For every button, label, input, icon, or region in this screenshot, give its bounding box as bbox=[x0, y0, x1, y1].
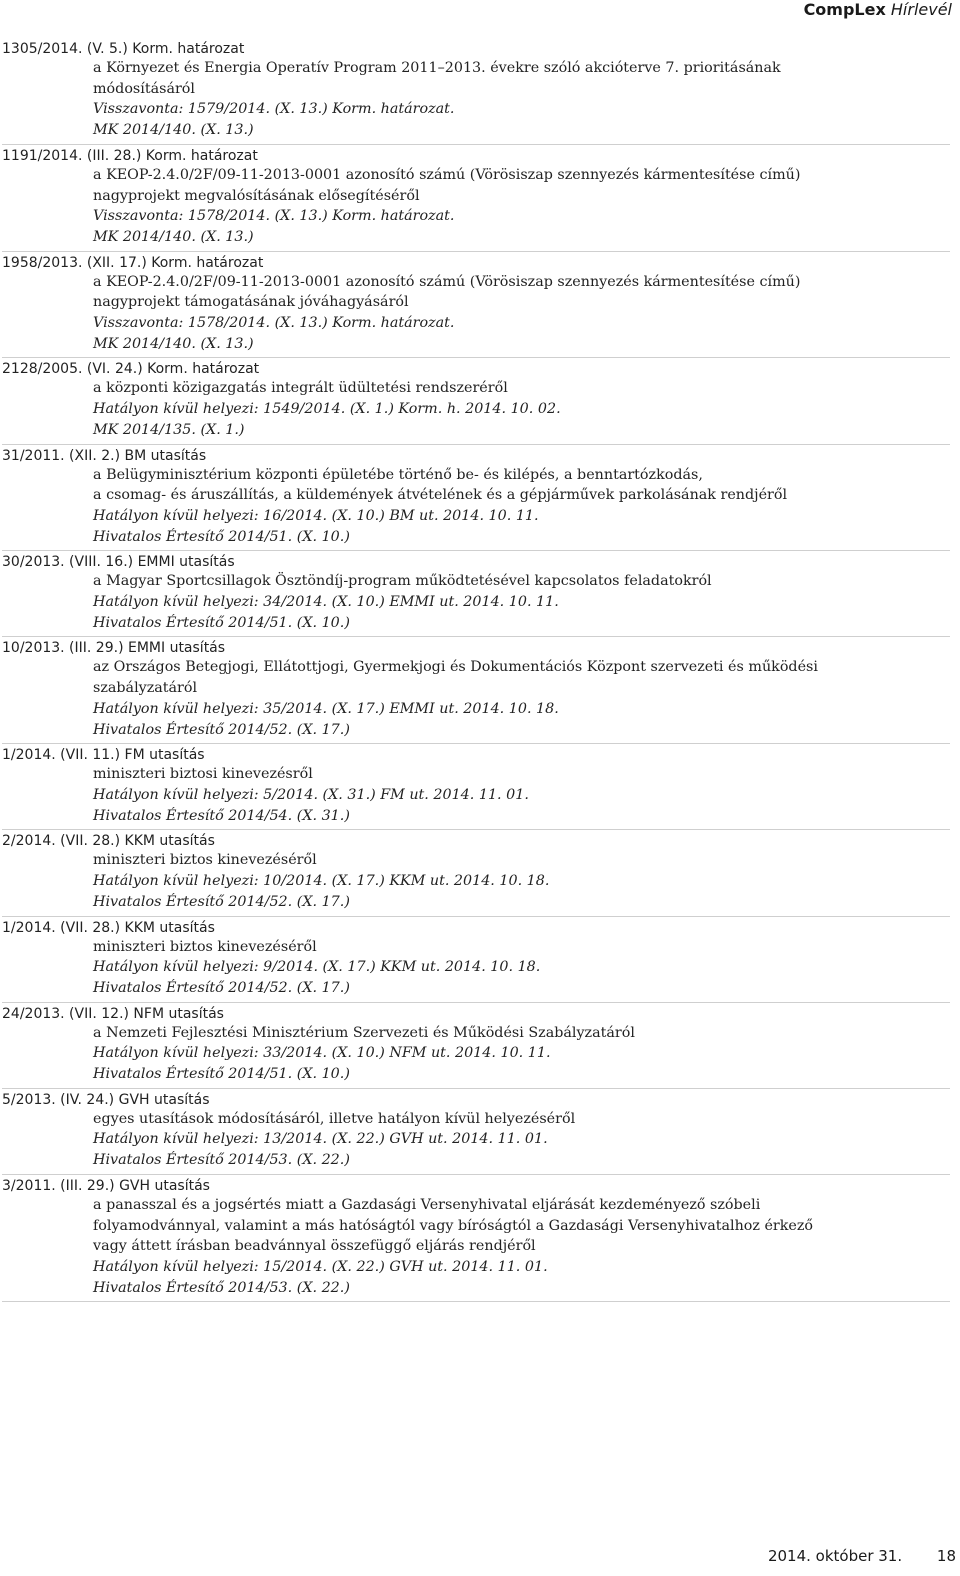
entry-meta-line: Hatályon kívül helyezi: 33/2014. (X. 10.) NFM ut. 2014. 10. 11. bbox=[93, 1045, 551, 1062]
entry-title-line: a központi közigazgatás integrált üdültetési rendszeréről bbox=[93, 380, 508, 397]
entry-meta-line: Visszavonta: 1578/2014. (X. 13.) Korm. határozat. bbox=[93, 315, 455, 332]
entry-meta-line: Hatályon kívül helyezi: 34/2014. (X. 10.) EMMI ut. 2014. 10. 11. bbox=[93, 594, 559, 611]
entry-body bbox=[93, 1109, 950, 1171]
entry-title-line: a KEOP-2.4.0/2F/09-11-2013-0001 azonosító számú (Vörösiszap szennyezés kármentesítése című) bbox=[93, 166, 801, 183]
entry-meta-line: MK 2014/140. (X. 13.) bbox=[93, 335, 254, 352]
brand-subtitle: Hírlevél bbox=[890, 0, 952, 19]
list-item bbox=[2, 1091, 950, 1175]
entry-title-line: folyamodvánnyal, valamint a más hatóságtól vagy bíróságtól a Gazdasági Versenyhivatalhoz érkező bbox=[93, 1217, 814, 1234]
list-item bbox=[2, 147, 950, 252]
entry-meta-line: Visszavonta: 1578/2014. (X. 13.) Korm. határozat. bbox=[93, 208, 455, 225]
entry-meta-line: Hatályon kívül helyezi: 5/2014. (X. 31.) FM ut. 2014. 11. 01. bbox=[93, 786, 529, 803]
issue-date: 2014. október 31. bbox=[767, 1547, 903, 1565]
entry-title-line: miniszteri biztos kinevezéséről bbox=[93, 938, 317, 955]
entry-identifier: 1191/2014. (III. 28.) Korm. határozat bbox=[2, 147, 258, 164]
entry-meta-line: Hivatalos Értesítő 2014/53. (X. 22.) bbox=[93, 1279, 350, 1296]
list-item bbox=[2, 1005, 950, 1089]
page-footer bbox=[768, 1547, 956, 1565]
entry-title-line: egyes utasítások módosításáról, illetve hatályon kívül helyezéséről bbox=[93, 1110, 576, 1127]
list-item bbox=[2, 639, 950, 744]
entry-identifier: 24/2013. (VII. 12.) NFM utasítás bbox=[2, 1005, 224, 1022]
entry-identifier: 5/2013. (IV. 24.) GVH utasítás bbox=[2, 1091, 210, 1108]
entry-title-line: vagy áttett írásban beadvánnyal összefüggő eljárás rendjéről bbox=[93, 1238, 536, 1255]
entry-body bbox=[93, 378, 950, 440]
entry-title-line: a Környezet és Energia Operatív Program 2011–2013. évekre szóló akcióterve 7. prioritásának bbox=[93, 60, 781, 76]
entry-title-line: nagyprojekt megvalósításának elősegítéséről bbox=[93, 187, 420, 204]
entry-title-line: az Országos Betegjogi, Ellátottjogi, Gyermekjogi és Dokumentációs Központ szervezeti és működési bbox=[93, 659, 818, 676]
entry-body bbox=[93, 937, 950, 999]
entry-identifier: 31/2011. (XII. 2.) BM utasítás bbox=[2, 447, 207, 464]
entry-title-line: nagyprojekt támogatásának jóváhagyásáról bbox=[93, 294, 409, 311]
entry-body bbox=[93, 272, 950, 355]
entry-identifier: 2/2014. (VII. 28.) KKM utasítás bbox=[2, 833, 215, 850]
entry-body bbox=[93, 465, 950, 548]
entry-body bbox=[93, 657, 950, 740]
entry-meta-line: Visszavonta: 1579/2014. (X. 13.) Korm. határozat. bbox=[93, 101, 455, 118]
entry-identifier: 10/2013. (III. 29.) EMMI utasítás bbox=[2, 640, 226, 657]
entry-title-line: szabályzatáról bbox=[93, 680, 198, 697]
entry-meta-line: Hivatalos Értesítő 2014/52. (X. 17.) bbox=[93, 893, 350, 910]
entry-meta-line: Hivatalos Értesítő 2014/51. (X. 10.) bbox=[93, 1066, 350, 1083]
entry-meta-line: Hatályon kívül helyezi: 1549/2014. (X. 1.) Korm. h. 2014. 10. 02. bbox=[93, 401, 561, 418]
entry-body bbox=[93, 571, 950, 633]
entry-body bbox=[93, 1023, 950, 1085]
entry-meta-line: Hatályon kívül helyezi: 35/2014. (X. 17.) EMMI ut. 2014. 10. 18. bbox=[93, 700, 559, 717]
entry-meta-line: Hivatalos Értesítő 2014/52. (X. 17.) bbox=[93, 721, 350, 738]
list-item bbox=[2, 1177, 950, 1303]
entry-meta-line: Hatályon kívül helyezi: 13/2014. (X. 22.) GVH ut. 2014. 11. 01. bbox=[93, 1131, 548, 1148]
entry-meta-line: Hatályon kívül helyezi: 15/2014. (X. 22.) GVH ut. 2014. 11. 01. bbox=[93, 1258, 548, 1275]
list-item bbox=[2, 553, 950, 637]
entry-title-line: a panasszal és a jogsértés miatt a Gazdasági Versenyhivatal eljárását kezdeményező szóbeli bbox=[93, 1196, 761, 1213]
entry-body bbox=[93, 165, 950, 248]
entry-identifier: 1958/2013. (XII. 17.) Korm. határozat bbox=[2, 254, 264, 271]
entry-title-line: módosításáról bbox=[93, 80, 195, 97]
entry-body bbox=[93, 1195, 950, 1299]
entry-identifier: 1/2014. (VII. 28.) KKM utasítás bbox=[2, 919, 215, 936]
list-item bbox=[2, 447, 950, 552]
entry-title-line: a Nemzeti Fejlesztési Minisztérium Szervezeti és Működési Szabályzatáról bbox=[93, 1024, 635, 1041]
entry-meta-line: Hivatalos Értesítő 2014/51. (X. 10.) bbox=[93, 614, 350, 631]
entry-meta-line: Hatályon kívül helyezi: 9/2014. (X. 17.) KKM ut. 2014. 10. 18. bbox=[93, 959, 541, 976]
entry-title-line: a Belügyminisztérium központi épületébe történő be- és kilépés, a benntartózkodás, bbox=[93, 466, 703, 483]
entry-identifier: 30/2013. (VIII. 16.) EMMI utasítás bbox=[2, 554, 235, 571]
entry-identifier: 1/2014. (VII. 11.) FM utasítás bbox=[2, 747, 205, 764]
entry-meta-line: Hivatalos Értesítő 2014/52. (X. 17.) bbox=[93, 979, 350, 996]
entry-body bbox=[93, 58, 950, 141]
entry-title-line: miniszteri biztosi kinevezésről bbox=[93, 766, 313, 783]
entry-identifier: 1305/2014. (V. 5.) Korm. határozat bbox=[2, 41, 245, 57]
newsletter-brand bbox=[804, 0, 952, 19]
list-item bbox=[2, 254, 950, 359]
entry-identifier: 2128/2005. (VI. 24.) Korm. határozat bbox=[2, 361, 260, 378]
entry-title-line: a Magyar Sportcsillagok Ösztöndíj-program működtetésével kapcsolatos feladatokról bbox=[93, 573, 712, 590]
entry-title-line: a KEOP-2.4.0/2F/09-11-2013-0001 azonosító számú (Vörösiszap szennyezés kármentesítése című) bbox=[93, 273, 801, 290]
entry-identifier: 3/2011. (III. 29.) GVH utasítás bbox=[2, 1177, 210, 1194]
list-item bbox=[2, 832, 950, 916]
page-number: 18 bbox=[936, 1547, 956, 1565]
entry-list bbox=[2, 40, 950, 1304]
entry-meta-line: Hatályon kívül helyezi: 16/2014. (X. 10.) BM ut. 2014. 10. 11. bbox=[93, 507, 539, 524]
entry-meta-line: MK 2014/140. (X. 13.) bbox=[93, 228, 254, 245]
entry-title-line: a csomag- és áruszállítás, a küldemények átvételének és a gépjárművek parkolásának rendjéről bbox=[93, 487, 788, 504]
entry-meta-line: Hatályon kívül helyezi: 10/2014. (X. 17.) KKM ut. 2014. 10. 18. bbox=[93, 873, 550, 890]
entry-meta-line: MK 2014/140. (X. 13.) bbox=[93, 122, 254, 139]
entry-meta-line: Hivatalos Értesítő 2014/51. (X. 10.) bbox=[93, 528, 350, 545]
list-item bbox=[2, 919, 950, 1003]
entry-body bbox=[93, 850, 950, 912]
list-item bbox=[2, 746, 950, 830]
entry-body bbox=[93, 764, 950, 826]
brand-name: CompLex bbox=[803, 0, 886, 19]
entry-meta-line: Hivatalos Értesítő 2014/54. (X. 31.) bbox=[93, 807, 350, 824]
list-item bbox=[2, 360, 950, 444]
entry-meta-line: Hivatalos Értesítő 2014/53. (X. 22.) bbox=[93, 1152, 350, 1169]
entry-title-line: miniszteri biztos kinevezéséről bbox=[93, 852, 317, 869]
list-item bbox=[2, 40, 950, 145]
entry-meta-line: MK 2014/135. (X. 1.) bbox=[93, 421, 245, 438]
